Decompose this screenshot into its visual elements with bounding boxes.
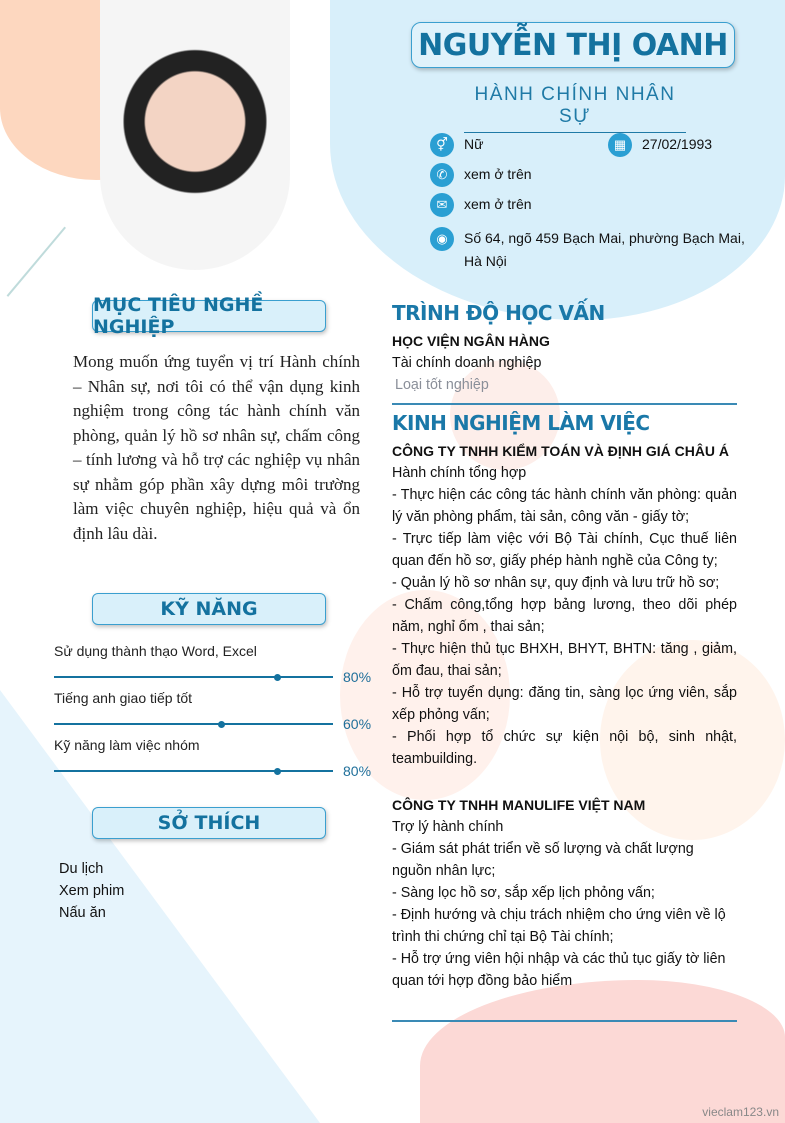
hobbies-list (59, 858, 124, 924)
skill-percent: 60% (343, 716, 372, 732)
school-name: HỌC VIỆN NGÂN HÀNG (392, 333, 550, 349)
hobbies-heading: SỞ THÍCH (92, 807, 326, 839)
skill-bar (54, 723, 333, 725)
objective-text: Mong muốn ứng tuyển vị trí Hành chính – Nhân sự, nơi tôi có thể vận dụng kinh nghiệm trong công tác hành chính văn phòng, quản lý hồ sơ nhân sự, chấm công – tính lương và hỗ trợ các nghiệp vụ nhân sự nhằm góp phần xây dựng môi trường làm việc chuyên nghiệp, hiệu quả và ổn định lâu dài. (73, 352, 360, 543)
duty-item: - Sàng lọc hồ sơ, sắp xếp lịch phỏng vấn; (392, 885, 655, 901)
experience-heading: KINH NGHIỆM LÀM VIỆC (392, 411, 650, 435)
objective-heading: MỤC TIÊU NGHỀ NGHIỆP (92, 300, 326, 332)
duty-item: - Trực tiếp làm việc với Bộ Tài chính, Cục thuế liên quan đến hồ sơ, giấy phép hành nghề của Công ty; (392, 531, 737, 569)
duty-item: - Phối hợp tổ chức sự kiện nội bộ, sinh nhật, teambuilding. (392, 729, 737, 767)
skill-level-marker (274, 768, 281, 775)
hobby-item: Nấu ăn (59, 905, 106, 921)
skill-label: Sử dụng thành thạo Word, Excel (54, 643, 257, 659)
experience-job (392, 794, 737, 992)
duty-item: - Thực hiện các công tác hành chính văn phòng: quản lý văn phòng phẩm, tài sản, công văn - giấy tờ; (392, 487, 737, 525)
gender-icon: ⚥ (430, 133, 454, 157)
duty-item: - Hỗ trợ ứng viên hội nhập và các thủ tục giấy tờ liên quan tới hợp đồng bảo hiểm (392, 951, 726, 989)
email-icon: ✉ (430, 193, 454, 217)
duties-list (392, 838, 737, 992)
skill-percent: 80% (343, 669, 372, 685)
divider (392, 403, 737, 405)
major: Tài chính doanh nghiệp (392, 355, 542, 371)
watermark: vieclam123.vn (702, 1105, 779, 1119)
job-position: Trợ lý hành chính (392, 819, 504, 835)
phone-icon: ✆ (430, 163, 454, 187)
duty-item: - Định hướng và chịu trách nhiệm cho ứng viên về lộ trình thi chứng chỉ tại Bộ Tài chính; (392, 907, 726, 945)
hobby-item: Du lịch (59, 861, 104, 877)
location-pin-icon: ◉ (430, 227, 454, 251)
skill-label: Kỹ năng làm việc nhóm (54, 737, 200, 753)
education-heading: TRÌNH ĐỘ HỌC VẤN (392, 301, 605, 325)
birthday-row (608, 133, 712, 157)
skill-bar (54, 770, 333, 772)
calendar-icon: ▦ (608, 133, 632, 157)
phone-row (430, 163, 532, 187)
skill-bar (54, 676, 333, 678)
company-name: CÔNG TY TNHH KIỂM TOÁN VÀ ĐỊNH GIÁ CHÂU Á (392, 443, 730, 459)
birthday-value: 27/02/1993 (642, 136, 713, 152)
hobby-item: Xem phim (59, 883, 125, 899)
duties-list (392, 484, 737, 770)
education-section (392, 330, 737, 396)
email-row (430, 193, 532, 217)
phone-value: xem ở trên (464, 166, 532, 182)
skill-label: Tiếng anh giao tiếp tốt (54, 690, 193, 706)
job-position: Hành chính tổng hợp (392, 465, 527, 481)
duty-item: - Thực hiện thủ tục BHXH, BHYT, BHTN: tăng , giảm, ốm đau, thai sản; (392, 641, 737, 679)
address-value: Số 64, ngõ 459 Bạch Mai, phường Bạch Mai, Hà Nội (464, 230, 745, 269)
profile-photo (100, 0, 290, 270)
duty-item: - Quản lý hồ sơ nhân sự, quy định và lưu trữ hồ sơ; (392, 575, 720, 591)
decor-pink-blob (420, 980, 785, 1123)
skill-level-marker (274, 674, 281, 681)
email-value: xem ở trên (464, 196, 532, 212)
divider (392, 1020, 737, 1022)
graduation-grade: Loại tốt nghiệp (395, 377, 489, 393)
gender-value: Nữ (464, 136, 484, 152)
duty-item: - Giám sát phát triển về số lượng và chất lượng nguồn nhân lực; (392, 841, 694, 879)
gender-row (430, 133, 483, 157)
candidate-name: NGUYỄN THỊ OANH (411, 22, 735, 68)
skill-percent: 80% (343, 763, 372, 779)
duty-item: - Chấm công,tổng hợp bảng lương, theo dõi phép năm, nghỉ ốm , thai sản; (392, 597, 737, 635)
job-title: HÀNH CHÍNH NHÂN SỰ (464, 84, 686, 133)
duty-item: - Hỗ trợ tuyển dụng: đăng tin, sàng lọc ứng viên, sắp xếp phỏng vấn; (392, 685, 737, 723)
skill-level-marker (218, 721, 225, 728)
address-row (430, 227, 760, 273)
decor-blue-triangle (0, 690, 320, 1123)
company-name: CÔNG TY TNHH MANULIFE VIỆT NAM (392, 797, 646, 813)
experience-job (392, 440, 737, 770)
skills-heading: KỸ NĂNG (92, 593, 326, 625)
